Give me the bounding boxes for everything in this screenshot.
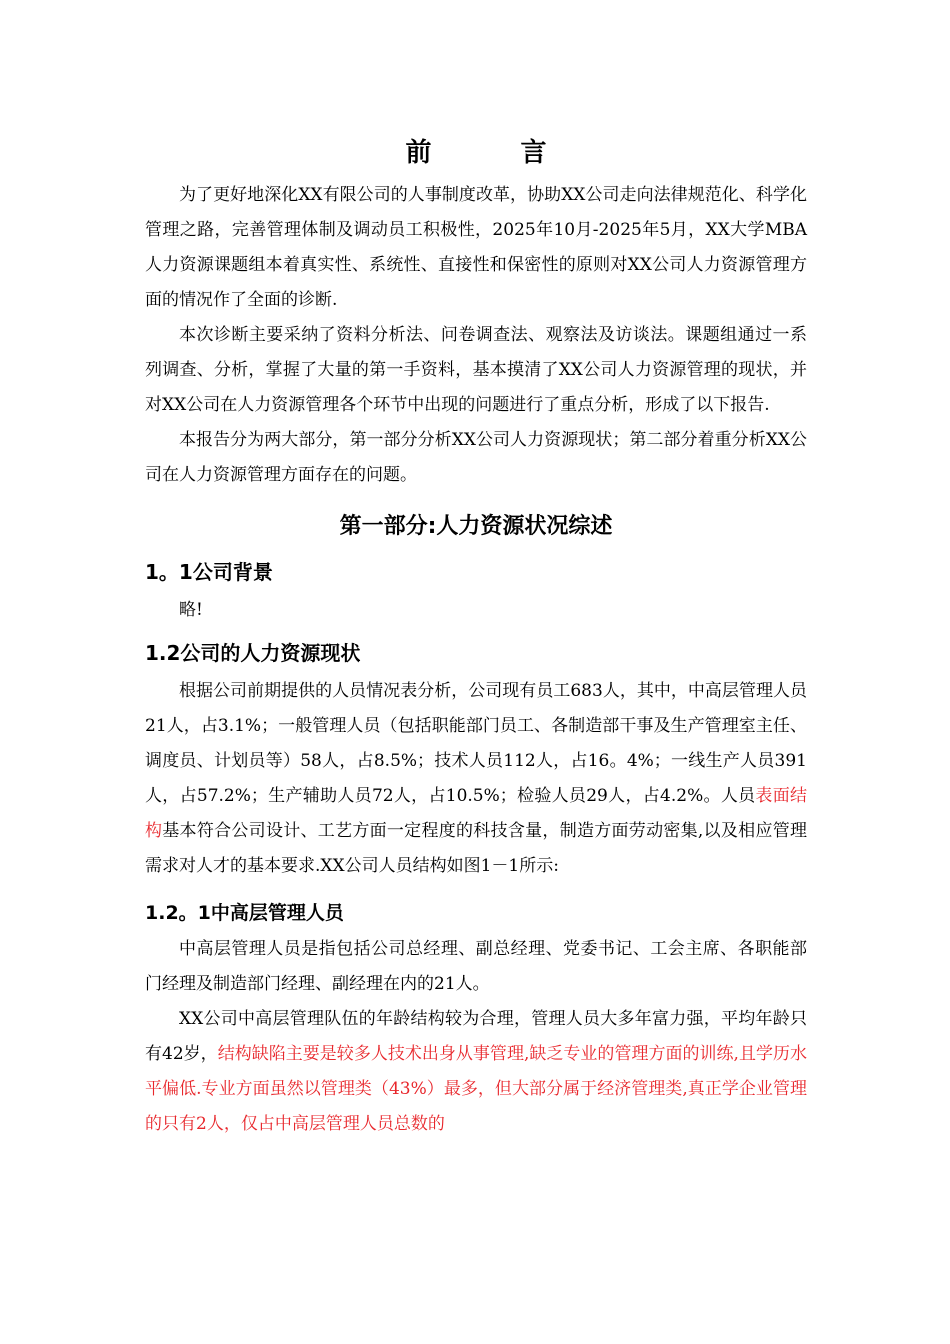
section-1-2-1-text-a: XX公司中高层管理队伍的年龄结构较为合理，管理人员大多年富力强，平均年龄只有42岁， [145,1009,807,1064]
section-1-2-paragraph [145,674,807,884]
highlight-structure-defect: 结构缺陷主要是较多人技术出身从事管理,缺乏专业的管理方面的训练,且学历水平偏低.专业方面虽然以管理类（43%）最多，但大部分属于经济管理类,真正学企业管理的只有2人，仅占中高层管理人员总数的 [145,1044,807,1134]
section-1-1-heading: 1。1公司背景 [145,560,273,584]
preface-paragraph-3: 本报告分为两大部分，第一部分分析XX公司人力资源现状；第二部分着重分析XX公司在人力资源管理方面存在的问题。 [145,430,807,485]
part-one-title: 第一部分:人力资源状况综述 [339,514,613,539]
section-1-2-heading: 1.2公司的人力资源现状 [145,641,361,665]
section-1-2-1-paragraph-1: 中高层管理人员是指包括公司总经理、副总经理、党委书记、工会主席、各职能部门经理及制造部门经理、副经理在内的21人。 [145,939,807,994]
preface-paragraph-1: 为了更好地深化XX有限公司的人事制度改革，协助XX公司走向法律规范化、科学化管理之路，完善管理体制及调动员工积极性，2025年10月-2025年5月，XX大学MBA人力资源课题组本着真实性、系统性、直接性和保密性的原则对XX公司人力资源管理方面的情况作了全面的诊断. [145,185,807,310]
section-1-2-1-heading: 1.2。1中高层管理人员 [145,902,344,924]
document-page [145,128,807,1142]
preface-title: 前 言 [405,138,587,168]
section-1-2-text-b: 基本符合公司设计、工艺方面一定程度的科技含量，制造方面劳动密集,以及相应管理需求对人才的基本要求.XX公司人员结构如图1－1所示: [145,821,807,876]
section-1-1-text: 略! [179,600,203,620]
section-1-2-text-a: 根据公司前期提供的人员情况表分析，公司现有员工683人，其中，中高层管理人员21人，占3.1%；一般管理人员（包括职能部门员工、各制造部干事及生产管理室主任、调度员、计划员等）58人，占8.5%；技术人员112人，占16。4%；一线生产人员391人，占57.2%；生产辅助人员72人，占10.5%；检验人员29人，占4.2%。人员 [145,681,807,806]
highlight-surface-structure: 表面结构 [145,786,807,841]
preface-paragraph-2: 本次诊断主要采纳了资料分析法、问卷调查法、观察法及访谈法。课题组通过一系列调查、分析，掌握了大量的第一手资料，基本摸清了XX公司人力资源管理的现状，并对XX公司在人力资源管理各个环节中出现的问题进行了重点分析，形成了以下报告. [145,325,807,415]
section-1-2-1-paragraph-2 [145,1002,807,1142]
